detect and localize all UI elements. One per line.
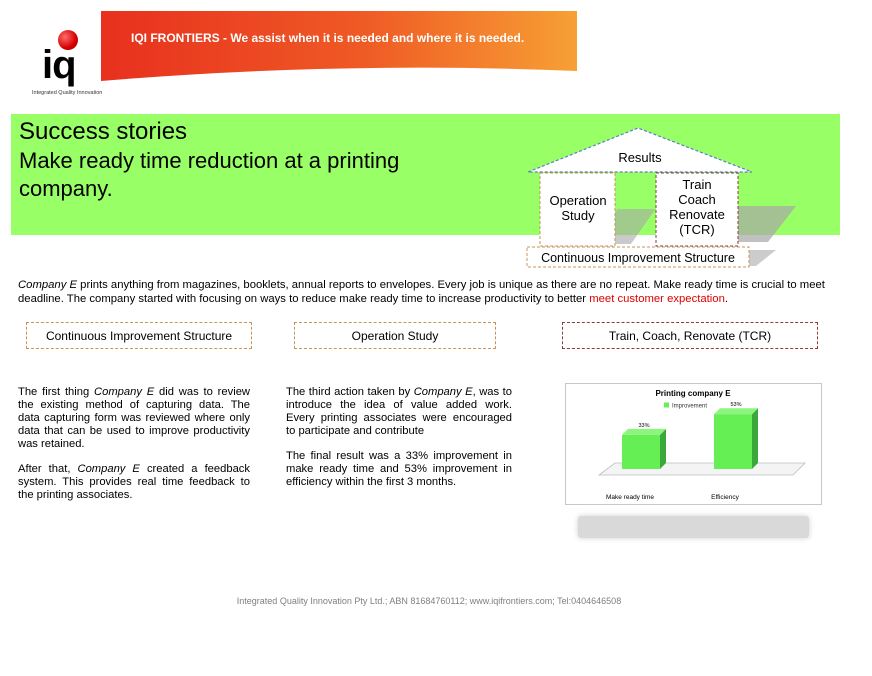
chart-bar-side [660,429,666,469]
page-title: Success stories [19,118,188,145]
house-roof-label: Results [618,150,662,165]
chart-category-label: Make ready time [605,494,655,501]
chart-bar-top [714,408,758,414]
chart-bar [714,414,752,469]
chart-data-label: 53% [730,402,742,409]
chart-shadow [578,516,809,538]
chart-title: Printing company E [655,389,731,398]
col1-paragraph-2: After that, Company E created a feedback system. This provides real time feedback to the printing associates. [18,463,250,501]
highlight-text: meet customer expectation [589,293,725,305]
improvement-chart [565,383,822,505]
company-name: Company E [18,279,78,291]
house-pillar-left-label: Operation Study [549,193,607,223]
page-subtitle: Make ready time reduction at a printing company. [19,148,400,201]
house-pillar-right-label: Train Coach Renovate (TCR) [669,177,725,237]
chart-category-label: Efficiency [711,494,739,501]
chart-bar-top [622,429,666,435]
banner-text: IQI FRONTIERS - We assist when it is needed and where it is needed. [131,31,525,45]
col1-paragraph-1: The first thing Company E did was to review the existing method of capturing data. The data capturing form was reviewed where only data that can be used to improve productivity was retained. [18,386,251,450]
chart-legend-swatch [664,403,669,408]
intro-paragraph: Company E prints anything from magazines, booklets, annual reports to envelopes. Every job is unique as there are no repeat. Make ready time is crucial to meet deadline. The company started with focusing on ways to reduce make ready time to increase productivity to better meet customer expectation. [18,279,825,305]
col2-paragraph-1: The third action taken by Company E, was to introduce the idea of value added work. Every printing associates were encouraged to participate and contribute [286,386,512,437]
section-box-operation-study: Operation Study [294,322,496,349]
section-box-continuous-improvement: Continuous Improvement Structure [26,322,252,349]
column-continuous-improvement [18,386,250,514]
section-box-tcr: Train, Coach, Renovate (TCR) [562,322,818,349]
chart-bar [622,435,660,469]
chart-data-label: 33% [638,422,650,429]
logo-text: iq [42,43,76,87]
chart-bar-side [752,408,758,469]
chart-legend-label: Improvement [672,403,708,410]
logo-tagline: Integrated Quality Innovation [32,90,103,96]
column-operation-study [286,386,512,501]
col2-paragraph-2: The final result was a 33% improvement in make ready time and 53% improvement in efficiency within the first 3 months. [286,450,512,488]
footer-text: Integrated Quality Innovation Pty Ltd.; ABN 81684760112; www.iqifrontiers.com; Tel:0404646508 [236,596,622,606]
house-foundation-label: Continuous Improvement Structure [541,251,735,265]
header-banner [101,11,577,81]
